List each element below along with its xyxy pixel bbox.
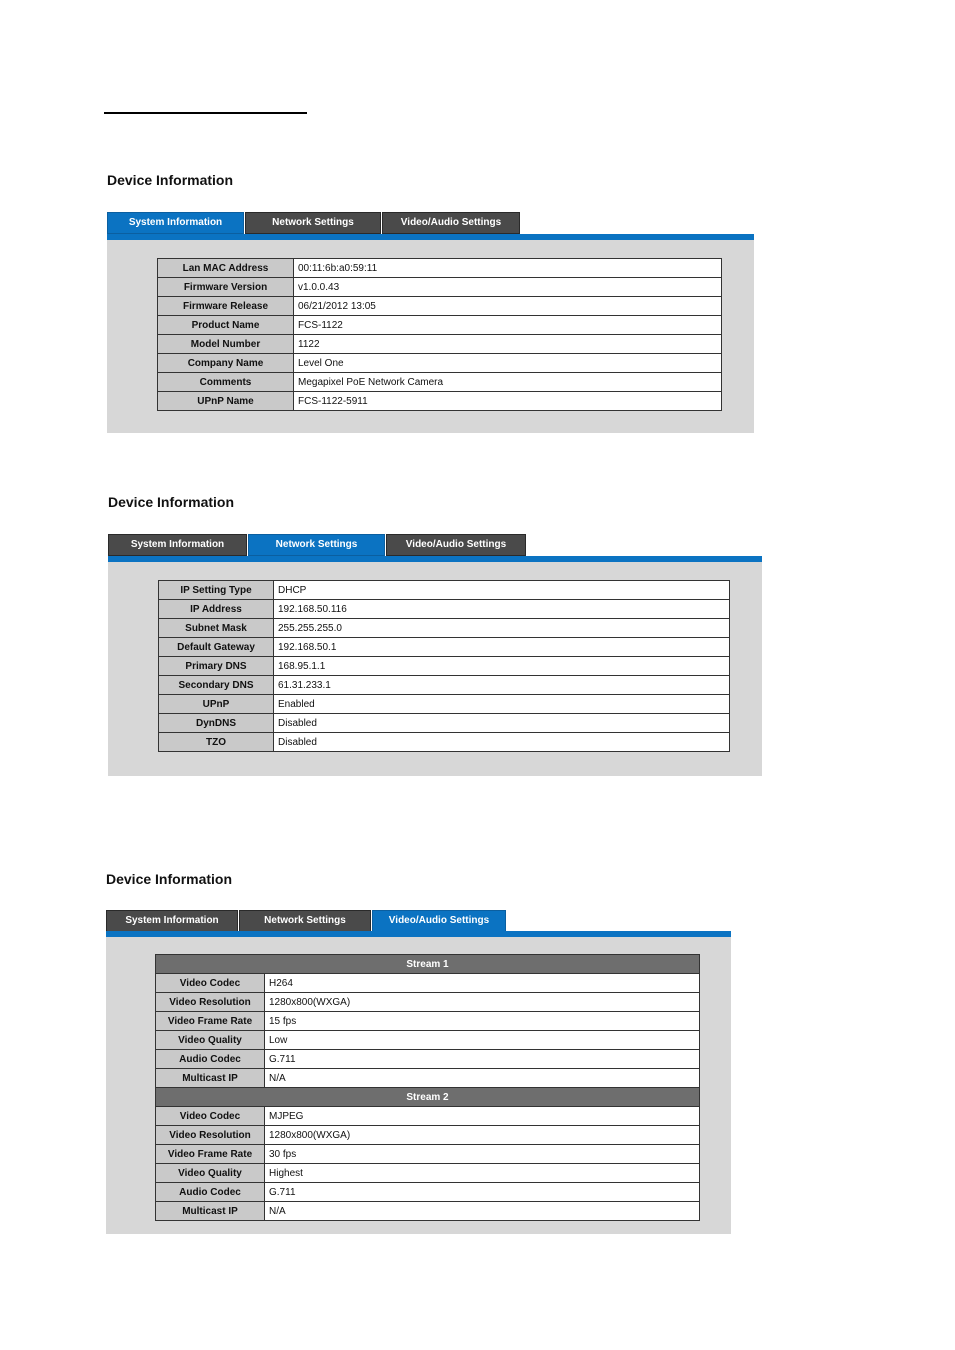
tab-network-settings[interactable]: Network Settings	[248, 534, 385, 556]
row-label: Video Resolution	[156, 1126, 265, 1145]
row-label: UPnP Name	[158, 392, 294, 411]
row-label: Video Quality	[156, 1164, 265, 1183]
table-row	[159, 619, 730, 638]
row-label: IP Setting Type	[159, 581, 274, 600]
table-row	[156, 1164, 700, 1183]
table-row	[158, 335, 722, 354]
row-value: Disabled	[274, 714, 730, 733]
row-value: DHCP	[274, 581, 730, 600]
row-label: TZO	[159, 733, 274, 752]
tab-system-information[interactable]: System Information	[106, 910, 238, 932]
row-value: 61.31.233.1	[274, 676, 730, 695]
table-row	[159, 638, 730, 657]
row-label: Secondary DNS	[159, 676, 274, 695]
row-label: Default Gateway	[159, 638, 274, 657]
row-label: Comments	[158, 373, 294, 392]
table-row	[159, 714, 730, 733]
row-value: 15 fps	[265, 1012, 700, 1031]
row-value: v1.0.0.43	[294, 278, 722, 297]
tab-bar	[108, 534, 526, 556]
row-label: Multicast IP	[156, 1069, 265, 1088]
row-value: 192.168.50.116	[274, 600, 730, 619]
table-row	[156, 1145, 700, 1164]
tab-video-audio-settings[interactable]: Video/Audio Settings	[382, 212, 520, 234]
row-value: H264	[265, 974, 700, 993]
row-label: Video Codec	[156, 1107, 265, 1126]
row-value: Enabled	[274, 695, 730, 714]
row-label: Product Name	[158, 316, 294, 335]
row-label: UPnP	[159, 695, 274, 714]
table-row	[156, 1183, 700, 1202]
table-row	[159, 695, 730, 714]
table-row	[158, 354, 722, 373]
table-row	[156, 1031, 700, 1050]
row-value: 30 fps	[265, 1145, 700, 1164]
stream-header-row	[156, 955, 700, 974]
row-label: Audio Codec	[156, 1183, 265, 1202]
table-row	[159, 657, 730, 676]
row-value: 192.168.50.1	[274, 638, 730, 657]
table-row	[156, 974, 700, 993]
row-value: 06/21/2012 13:05	[294, 297, 722, 316]
row-value: Low	[265, 1031, 700, 1050]
row-label: Video Frame Rate	[156, 1012, 265, 1031]
row-value: 1122	[294, 335, 722, 354]
row-value: Highest	[265, 1164, 700, 1183]
table-row	[156, 1069, 700, 1088]
table-row	[156, 1012, 700, 1031]
table-row	[156, 993, 700, 1012]
row-value: Disabled	[274, 733, 730, 752]
table-row	[158, 373, 722, 392]
row-value: MJPEG	[265, 1107, 700, 1126]
row-value: FCS-1122-5911	[294, 392, 722, 411]
table-row	[159, 733, 730, 752]
stream-header: Stream 2	[156, 1088, 700, 1107]
row-label: Video Codec	[156, 974, 265, 993]
row-value: 255.255.255.0	[274, 619, 730, 638]
table-row	[156, 1126, 700, 1145]
table-row	[156, 1107, 700, 1126]
row-label: Firmware Release	[158, 297, 294, 316]
row-value: Megapixel PoE Network Camera	[294, 373, 722, 392]
row-label: Primary DNS	[159, 657, 274, 676]
tab-network-settings[interactable]: Network Settings	[245, 212, 381, 234]
section-title: Device Information	[106, 871, 233, 887]
stream-header: Stream 1	[156, 955, 700, 974]
row-value: 00:11:6b:a0:59:11	[294, 259, 722, 278]
row-value: Level One	[294, 354, 722, 373]
row-label: Video Resolution	[156, 993, 265, 1012]
row-label: Lan MAC Address	[158, 259, 294, 278]
tab-network-settings[interactable]: Network Settings	[239, 910, 371, 932]
table-row	[158, 316, 722, 335]
row-value: 168.95.1.1	[274, 657, 730, 676]
row-label: Video Frame Rate	[156, 1145, 265, 1164]
tab-system-information[interactable]: System Information	[107, 212, 244, 234]
section-title: Device Information	[108, 494, 235, 510]
table-row	[156, 1202, 700, 1221]
table-row	[158, 259, 722, 278]
table-row	[158, 297, 722, 316]
table-row	[159, 600, 730, 619]
section-title: Device Information	[107, 172, 234, 188]
top-rule	[104, 112, 307, 114]
row-label: IP Address	[159, 600, 274, 619]
system-info-table	[157, 258, 722, 411]
table-row	[156, 1050, 700, 1069]
tab-bar	[107, 212, 520, 234]
row-value: 1280x800(WXGA)	[265, 993, 700, 1012]
row-value: G.711	[265, 1050, 700, 1069]
table-row	[158, 392, 722, 411]
row-value: G.711	[265, 1183, 700, 1202]
row-label: Multicast IP	[156, 1202, 265, 1221]
row-label: DynDNS	[159, 714, 274, 733]
tab-video-audio-settings[interactable]: Video/Audio Settings	[386, 534, 526, 556]
tab-system-information[interactable]: System Information	[108, 534, 247, 556]
row-label: Subnet Mask	[159, 619, 274, 638]
stream-header-row	[156, 1088, 700, 1107]
video-audio-table	[155, 954, 700, 1221]
table-row	[159, 676, 730, 695]
tab-video-audio-settings[interactable]: Video/Audio Settings	[372, 910, 506, 932]
row-value: N/A	[265, 1069, 700, 1088]
table-row	[159, 581, 730, 600]
row-label: Audio Codec	[156, 1050, 265, 1069]
row-value: 1280x800(WXGA)	[265, 1126, 700, 1145]
row-label: Firmware Version	[158, 278, 294, 297]
row-label: Video Quality	[156, 1031, 265, 1050]
tab-bar	[106, 910, 506, 932]
row-label: Model Number	[158, 335, 294, 354]
table-row	[158, 278, 722, 297]
row-label: Company Name	[158, 354, 294, 373]
row-value: N/A	[265, 1202, 700, 1221]
network-settings-table	[158, 580, 730, 752]
row-value: FCS-1122	[294, 316, 722, 335]
